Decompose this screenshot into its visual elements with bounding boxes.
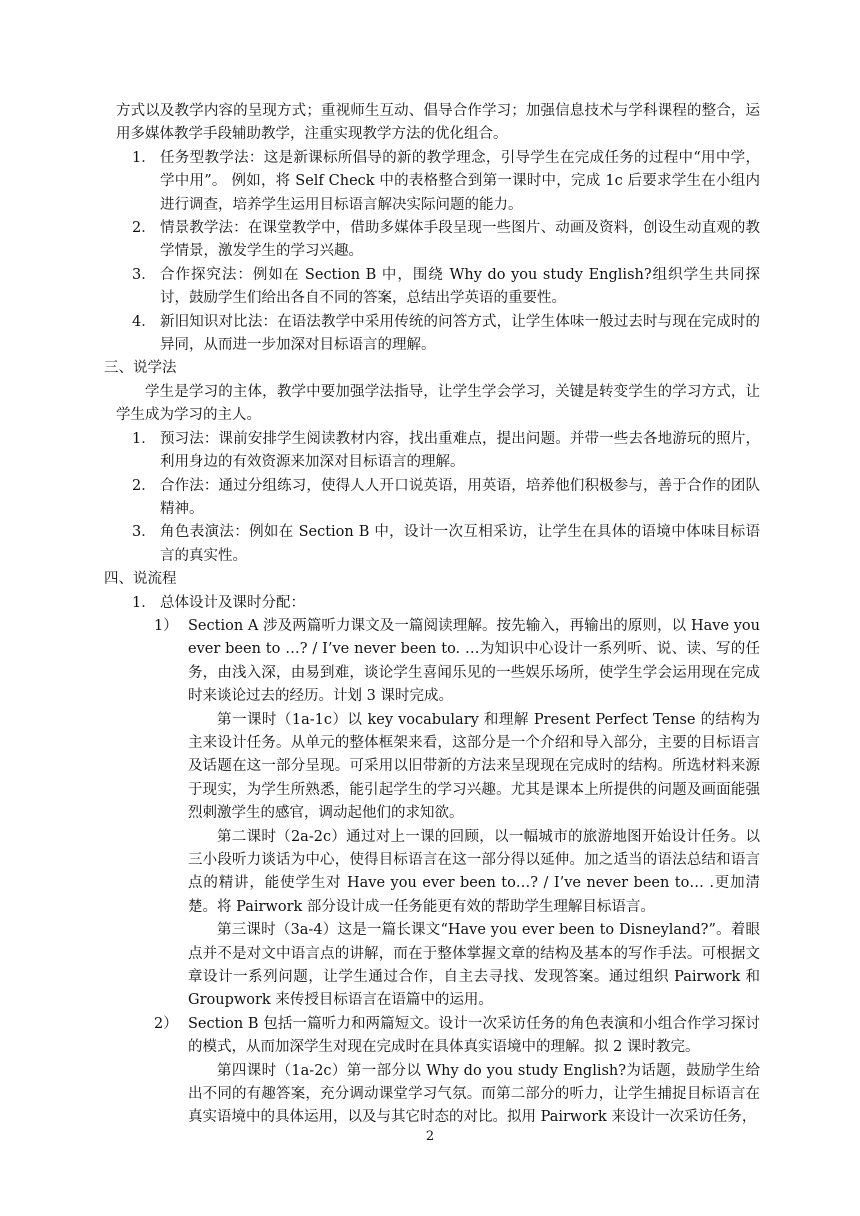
flow-item: 1． 总体设计及课时分配： [132,594,305,611]
list-item: 1． 预习法：课前安排学生阅读教材内容，找出重难点，提出问题。并带一些去各地游玩的照片，利用身边的有效资源来加深对目标语言的理解。 [132,430,760,471]
lesson-paragraph: 第一课时（1a-1c）以 key vocabulary 和理解 Present Perfect Tense 的结构为主来设计任务。从单元的整体框架来看，这部分是一个介绍和导入部分，主要的目标语言及话题在这一部分呈现。可采用以旧带新的方法来呈现现在完成时的结构。所选材料来源于现实，为学生所熟悉，能引起学生的学习兴趣。尤其是课本上所提供的问题及画面能强烈刺激学生的感官，调动起他们的求知欲。 [188,711,760,822]
lesson-paragraph: 第二课时（2a-2c）通过对上一课的回顾，以一幅城市的旅游地图开始设计任务。以三小段听力谈话为中心，使得目标语言在这一部分得以延伸。加之适当的语法总结和语言点的精讲，能使学生对 Have you ever been to…? / I’ve never been to… .更加清楚。将 Pairwork 部分设计成一任务能更有效的帮助学生理解目标语言。 [188,828,760,915]
lesson-paragraph: 第四课时（1a-2c）第一部分以 Why do you study English?为话题，鼓励学生给出不同的有趣答案，充分调动课堂学习气氛。而第二部分的听力，让学生捕捉目标语言在真实语境中的具体运用，以及与其它时态的对比。拟用 Pairwork 来设计一次采访任务， [188,1062,760,1126]
sub-item-section-b: 2） Section B 包括一篇听力和两篇短文。设计一次采访任务的角色表演和小组合作学习探讨的模式，从而加深学生对现在完成时在具体真实语境中的理解。拟 2 课时教完。 [154,1015,760,1056]
lesson-paragraph: 第三课时（3a-4）这是一篇长课文“Have you ever been to Disneyland?”。着眼点并不是对文中语言点的讲解，而在于整体掌握文章的结构及基本的写作手法。可根据文章设计一系列问题，让学生通过合作，自主去寻找、发现答案。通过组织 Pairwork 和 Groupwork 来传授目标语言在语篇中的运用。 [188,922,760,1009]
teaching-methods-list [116,147,760,358]
list-item: 2． 情景教学法：在课堂教学中，借助多媒体手段呈现一些图片、动画及资料，创设生动直观的教学情景，激发学生的学习兴趣。 [132,220,760,260]
list-item: 1． 任务型教学法：这是新课标所倡导的新的教学理念，引导学生在完成任务的过程中“用中学，学中用”。 例如，将 Self Check 中的表格整合到第一课时中，完成 1c 后要求学生在小组内进行调查，培养学生运用目标语言解决实际问题的能力。 [132,149,760,213]
section-heading-flow: 四、说流程 [104,571,177,588]
list-item: 2． 合作法：通过分组练习，使得人人开口说英语，用英语，培养他们积极参与，善于合作的团队精神。 [132,477,760,517]
list-item: 3． 角色表演法：例如在 Section B 中，设计一次互相采访，让学生在具体的语境中体味目标语言的真实性。 [132,524,760,564]
study-methods-list [116,428,760,568]
document-body [104,100,760,1130]
page-number: 2 [425,1129,435,1144]
study-methods-intro: 学生是学习的主体，教学中要加强学法指导，让学生学会学习，关键是转变学生的学习方式，让学生成为学习的主人。 [116,383,760,424]
list-item: 3． 合作探究法：例如在 Section B 中，围绕 Why do you study English?组织学生共同探讨，鼓励学生们给出各自不同的答案，总结出学英语的重要性。 [132,266,760,307]
section-heading-study-methods: 三、说学法 [104,360,177,377]
sub-item-section-a: 1） Section A 涉及两篇听力课文及一篇阅读理解。按先输入，再输出的原则，以 Have you ever been to …? / I’ve never been to. …为知识中心设计一系列听、说、读、写的任务，由浅入深，由易到难，谈论学生喜闻乐见的一些娱乐场所，使学生学会运用现在完成时来谈论过去的经历。计划 3 课时完成。 [154,617,760,705]
intro-paragraph: 方式以及教学内容的呈现方式；重视师生互动、倡导合作学习；加强信息技术与学科课程的整合，运用多媒体教学手段辅助教学，注重实现教学方法的优化组合。 [116,103,760,143]
list-item: 4． 新旧知识对比法：在语法教学中采用传统的问答方式，让学生体味一般过去时与现在完成时的异同，从而进一步加深对目标语言的理解。 [132,313,760,354]
